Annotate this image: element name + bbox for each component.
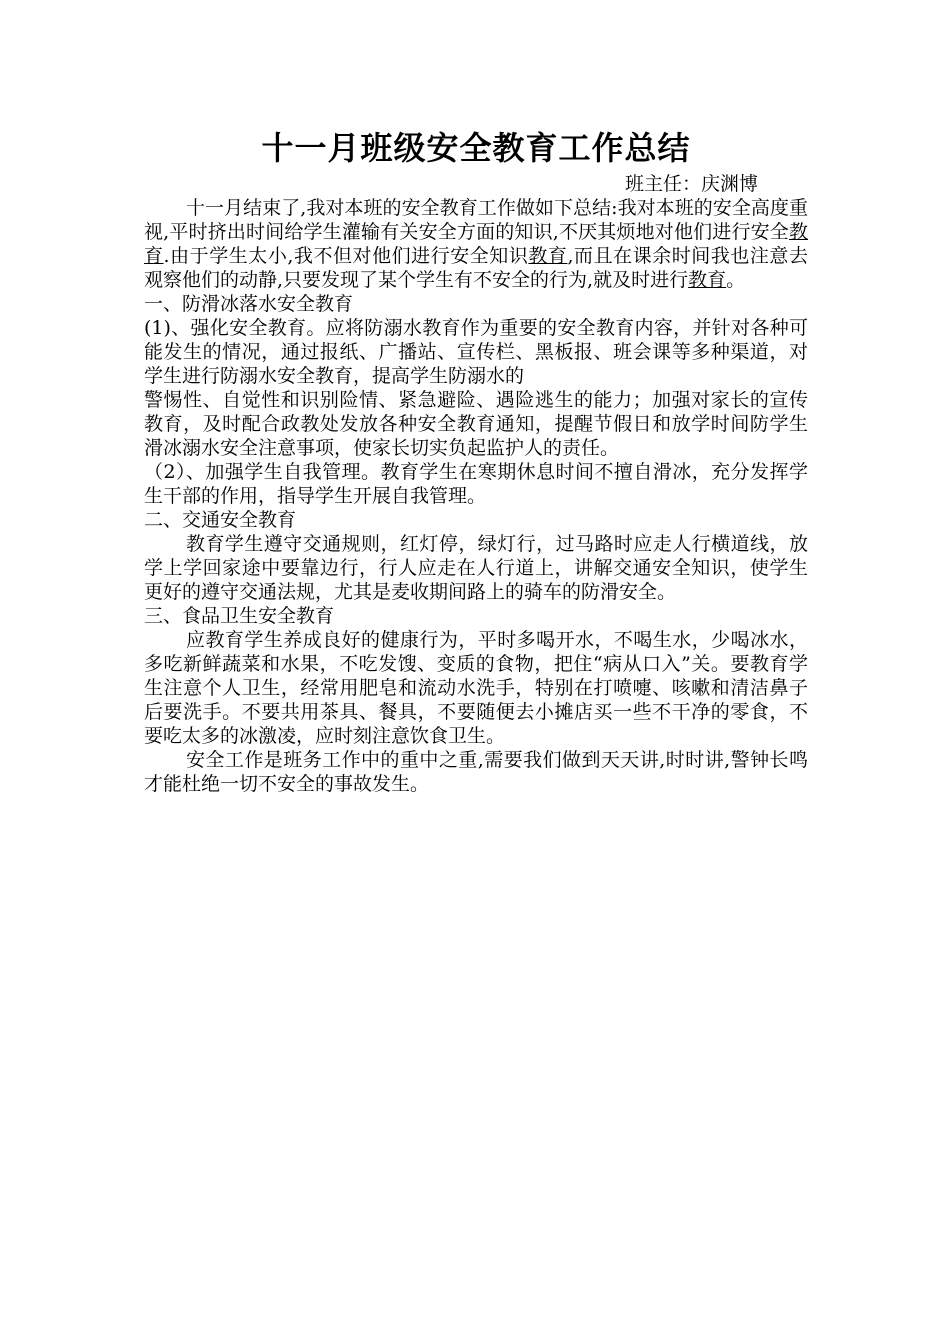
intro-underlined-2: 教育 <box>528 245 568 267</box>
author-line: 班主任：庆渊博 <box>624 173 758 195</box>
section2-body: 教育学生遵守交通规则，红灯停，绿灯行，过马路时应走人行横道线，放学上学回家途中要靠边行，行人应走在人行道上，讲解交通安全知识，使学生更好的遵守交通法规，尤其是麦收期间路上的骑车的防滑安全。 <box>144 533 808 603</box>
section2-heading: 二、交通安全教育 <box>144 509 297 531</box>
intro-text-2: .由于学生太小,我不但对他们进行安全知识 <box>163 245 529 267</box>
section1-item2: （2）、加强学生自我管理。教育学生在寒期休息时间不擅自滑冰，充分发挥学生干部的作用，指导学生开展自我管理。 <box>144 461 808 507</box>
document-page <box>144 126 808 796</box>
intro-text-4: 。 <box>726 269 746 291</box>
intro-paragraph <box>144 196 808 292</box>
document-title: 十一月班级安全教育工作总结 <box>261 129 691 167</box>
section1-item1a: (1)、强化安全教育。应将防溺水教育作为重要的安全教育内容，并针对各种可能发生的情况，通过报纸、广播站、宣传栏、黑板报、班会课等多种渠道，对学生进行防溺水安全教育，提高学生防溺水的 <box>144 317 808 387</box>
intro-underlined-1: 教育 <box>144 221 808 267</box>
section1-heading: 一、防滑冰落水安全教育 <box>144 293 354 315</box>
section3-body: 应教育学生养成良好的健康行为，平时多喝开水，不喝生水，少喝冰水，多吃新鲜蔬菜和水果，不吃发馊、变质的食物，把住“病从口入”关。要教育学生注意个人卫生，经常用肥皂和流动水洗手，特别在打喷嚏、咳嗽和清洁鼻子后要洗手。不要共用茶具、餐具，不要随便去小摊店买一些不干净的零食，不要吃太多的冰激凌，应时刻注意饮食卫生。 <box>144 629 808 747</box>
intro-text-1: 十一月结束了,我对本班的安全教育工作做如下总结:我对本班的安全高度重视,平时挤出时间给学生灌输有关安全方面的知识,不厌其烦地对他们进行安全 <box>144 197 808 243</box>
section3-heading: 三、食品卫生安全教育 <box>144 605 335 627</box>
section1-item1b: 警惕性、自觉性和识别险情、紧急避险、遇险逃生的能力；加强对家长的宣传教育，及时配合政教处发放各种安全教育通知，提醒节假日和放学时间防学生滑冰溺水安全注意事项，使家长切实负起监护人的责任。 <box>144 389 808 459</box>
closing-paragraph: 安全工作是班务工作中的重中之重,需要我们做到天天讲,时时讲,警钟长鸣才能杜绝一切不安全的事故发生。 <box>144 749 808 795</box>
intro-underlined-3: 教育 <box>688 269 727 291</box>
intro-text-3: ,而且在课余时间我也注意去观察他们的动静,只要发现了某个学生有不安全的行为,就及时进行 <box>144 245 808 291</box>
